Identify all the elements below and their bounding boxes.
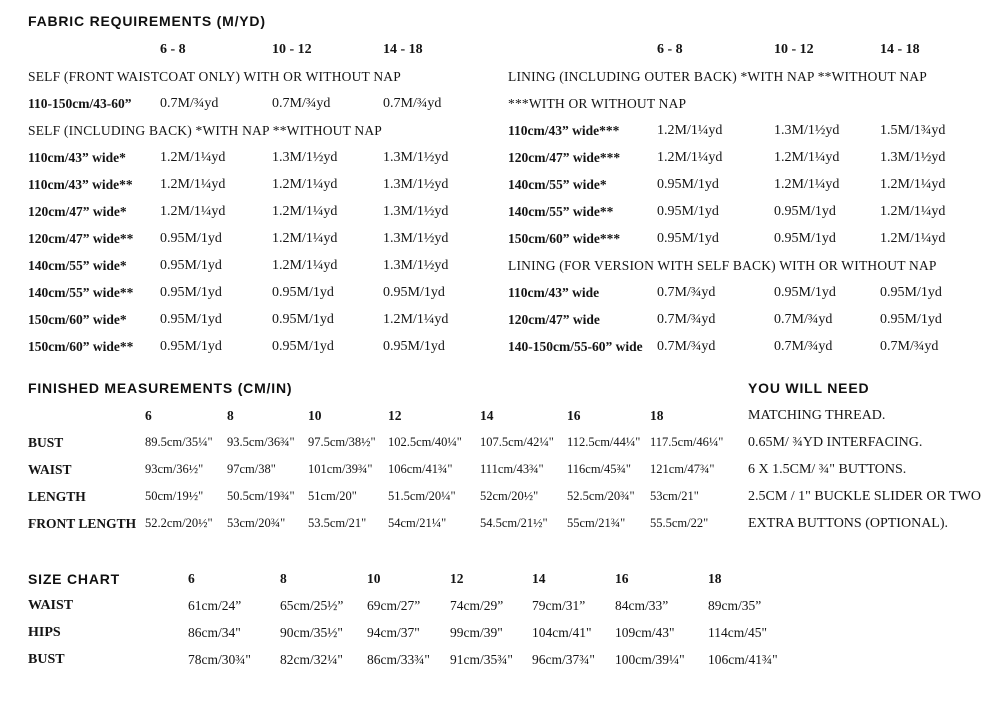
value-size-16: 52.5cm/20¾": [567, 489, 635, 503]
fabric-value-size-14-18: 1.2M/1¼yd: [880, 203, 946, 219]
size-chart-row: [28, 619, 808, 646]
measurement-row-label: BUST: [28, 434, 64, 450]
fabric-value-size-6-8: 0.7M/¾yd: [160, 95, 219, 111]
fabric-value-size-10-12: 0.95M/1yd: [272, 338, 334, 354]
fabric-value-size-14-18: 1.3M/1½yd: [383, 257, 449, 273]
value-size-12: 99cm/39": [450, 624, 503, 640]
value-size-18: 106cm/41¾": [708, 651, 778, 667]
fabric-value-size-14-18: 0.95M/1yd: [383, 338, 445, 354]
fabric-table-row: [508, 117, 1004, 144]
value-size-12: 12: [388, 407, 402, 423]
value-size-6: 89.5cm/35¼": [145, 435, 213, 449]
fabric-value-size-6-8: 1.2M/1¼yd: [657, 149, 723, 165]
fabric-row-label: 150cm/60” wide*: [28, 311, 127, 327]
value-size-14: 96cm/37¾": [532, 651, 595, 667]
fabric-value-size-10-12: 1.2M/1¼yd: [272, 230, 338, 246]
fabric-row-label: 110-150cm/43-60”: [28, 95, 132, 111]
value-size-10: 69cm/27”: [367, 597, 421, 613]
fabric-table-row: [28, 279, 500, 306]
fabric-value-size-14-18: 1.2M/1¼yd: [880, 176, 946, 192]
size-chart-row: [28, 565, 808, 592]
finished-measurements-table: [28, 402, 740, 537]
size-chart-title: SIZE CHART: [28, 570, 120, 587]
value-size-18: 121cm/47¾": [650, 462, 715, 476]
value-size-16: 112.5cm/44¼": [567, 435, 641, 449]
value-size-6: 6: [145, 407, 152, 423]
fabric-value-size-14-18: 14 - 18: [880, 41, 920, 57]
fabric-table-row: [508, 225, 1004, 252]
finished-table-row: [28, 456, 740, 483]
value-size-14: 107.5cm/42¼": [480, 435, 554, 449]
fabric-value-size-10-12: 0.95M/1yd: [774, 230, 836, 246]
fabric-table-row: [508, 144, 1004, 171]
fabric-value-size-10-12: 10 - 12: [272, 41, 312, 57]
fabric-value-size-10-12: 10 - 12: [774, 41, 814, 57]
fabric-row-label: 140cm/55” wide**: [508, 203, 614, 219]
value-size-16: 16: [615, 570, 629, 586]
fabric-table-row: [508, 171, 1004, 198]
fabric-row-label: 110cm/43” wide: [508, 284, 600, 300]
fabric-value-size-10-12: 1.2M/1¼yd: [272, 203, 338, 219]
fabric-row-label: ***WITH OR WITHOUT NAP: [508, 95, 687, 111]
you-will-need-item: EXTRA BUTTONS (OPTIONAL).: [748, 515, 949, 531]
fabric-value-size-6-8: 0.95M/1yd: [160, 230, 222, 246]
value-size-14: 52cm/20½": [480, 489, 539, 503]
fabric-row-label: 150cm/60” wide***: [508, 230, 621, 246]
value-size-14: 14: [480, 407, 494, 423]
fabric-table-row: [508, 306, 1004, 333]
you-will-need-item: MATCHING THREAD.: [748, 407, 886, 423]
value-size-6: 50cm/19½": [145, 489, 204, 503]
fabric-table-row: [28, 198, 500, 225]
fabric-row-label: SELF (FRONT WAISTCOAT ONLY) WITH OR WITHOUT NAP: [28, 68, 401, 84]
value-size-18: 53cm/21": [650, 489, 699, 503]
finished-table-row: [28, 429, 740, 456]
fabric-row-label: SELF (INCLUDING BACK) *WITH NAP **WITHOUT NAP: [28, 122, 382, 138]
value-size-10: 94cm/37": [367, 624, 420, 640]
you-will-need-item: 0.65M/ ¾YD INTERFACING.: [748, 434, 923, 450]
fabric-row-label: LINING (INCLUDING OUTER BACK) *WITH NAP **WITHOUT NAP: [508, 68, 927, 84]
fabric-right-table: [508, 36, 1004, 360]
fabric-value-size-14-18: 1.3M/1½yd: [383, 149, 449, 165]
value-size-12: 12: [450, 570, 464, 586]
value-size-18: 55.5cm/22": [650, 516, 709, 530]
fabric-table-row: [28, 171, 500, 198]
fabric-value-size-14-18: 1.3M/1½yd: [383, 176, 449, 192]
fabric-value-size-6-8: 0.7M/¾yd: [657, 338, 716, 354]
you-will-need-item: 6 X 1.5CM/ ¾" BUTTONS.: [748, 461, 907, 477]
value-size-12: 91cm/35¾": [450, 651, 513, 667]
fabric-value-size-10-12: 1.3M/1½yd: [272, 149, 338, 165]
fabric-value-size-14-18: 0.7M/¾yd: [383, 95, 442, 111]
fabric-row-label: 140cm/55” wide**: [28, 284, 134, 300]
fabric-value-size-14-18: 1.3M/1½yd: [383, 230, 449, 246]
fabric-value-size-6-8: 6 - 8: [657, 41, 683, 57]
finished-table-row: [28, 402, 740, 429]
fabric-value-size-14-18: 1.5M/1¾yd: [880, 122, 946, 138]
value-size-8: 8: [280, 570, 287, 586]
value-size-6: 52.2cm/20½": [145, 516, 213, 530]
finished-table-row: [28, 483, 740, 510]
fabric-table-row: [28, 333, 500, 360]
fabric-value-size-14-18: 1.3M/1½yd: [383, 203, 449, 219]
fabric-value-size-10-12: 1.2M/1¼yd: [272, 257, 338, 273]
fabric-value-size-6-8: 0.95M/1yd: [657, 176, 719, 192]
value-size-18: 18: [650, 407, 664, 423]
value-size-18: 117.5cm/46¼": [650, 435, 724, 449]
fabric-table-row: [28, 117, 500, 144]
value-size-12: 74cm/29”: [450, 597, 504, 613]
measurement-row-label: WAIST: [28, 461, 72, 477]
fabric-value-size-14-18: 1.2M/1¼yd: [383, 311, 449, 327]
fabric-value-size-10-12: 1.3M/1½yd: [774, 122, 840, 138]
fabric-value-size-10-12: 0.95M/1yd: [272, 311, 334, 327]
fabric-value-size-14-18: 0.95M/1yd: [880, 311, 942, 327]
fabric-value-size-6-8: 0.7M/¾yd: [657, 284, 716, 300]
fabric-table-row: [508, 36, 1004, 63]
value-size-6: 6: [188, 570, 195, 586]
fabric-row-label: 110cm/43” wide**: [28, 176, 133, 192]
fabric-value-size-6-8: 0.95M/1yd: [160, 257, 222, 273]
fabric-row-label: 140cm/55” wide*: [28, 257, 127, 273]
fabric-value-size-6-8: 0.95M/1yd: [657, 203, 719, 219]
fabric-value-size-10-12: 0.7M/¾yd: [774, 338, 833, 354]
fabric-value-size-6-8: 1.2M/1¼yd: [657, 122, 723, 138]
fabric-value-size-6-8: 0.95M/1yd: [657, 230, 719, 246]
fabric-value-size-6-8: 0.95M/1yd: [160, 284, 222, 300]
fabric-value-size-14-18: 0.95M/1yd: [383, 284, 445, 300]
you-will-need-list: [748, 402, 1004, 537]
value-size-16: 84cm/33”: [615, 597, 669, 613]
fabric-row-label: 110cm/43” wide*: [28, 149, 126, 165]
value-size-8: 53cm/20¾": [227, 516, 286, 530]
value-size-14: 54.5cm/21½": [480, 516, 548, 530]
value-size-8: 65cm/25½”: [280, 597, 344, 613]
fabric-table-row: [28, 144, 500, 171]
fabric-row-label: 120cm/47” wide***: [508, 149, 621, 165]
value-size-14: 14: [532, 570, 546, 586]
value-size-16: 55cm/21¾": [567, 516, 626, 530]
fabric-row-label: 140cm/55” wide*: [508, 176, 607, 192]
value-size-10: 51cm/20": [308, 489, 357, 503]
fabric-table-row: [508, 198, 1004, 225]
fabric-table-row: [28, 225, 500, 252]
value-size-8: 97cm/38": [227, 462, 276, 476]
fabric-value-size-6-8: 1.2M/1¼yd: [160, 176, 226, 192]
fabric-value-size-10-12: 1.2M/1¼yd: [272, 176, 338, 192]
fabric-table-row: [28, 252, 500, 279]
fabric-value-size-10-12: 1.2M/1¼yd: [774, 149, 840, 165]
value-size-10: 53.5cm/21": [308, 516, 367, 530]
finished-measurements-title: FINISHED MEASUREMENTS (CM/IN): [28, 380, 293, 396]
value-size-10: 86cm/33¾": [367, 651, 430, 667]
value-size-6: 93cm/36½": [145, 462, 204, 476]
finished-table-row: [28, 510, 740, 537]
value-size-6: 61cm/24”: [188, 597, 242, 613]
value-size-8: 8: [227, 407, 234, 423]
size-chart-row: [28, 592, 808, 619]
fabric-value-size-6-8: 6 - 8: [160, 41, 186, 57]
value-size-14: 111cm/43¾": [480, 462, 544, 476]
fabric-row-label: 110cm/43” wide***: [508, 122, 620, 138]
fabric-value-size-10-12: 0.7M/¾yd: [272, 95, 331, 111]
fabric-value-size-10-12: 0.7M/¾yd: [774, 311, 833, 327]
fabric-value-size-14-18: 0.95M/1yd: [880, 284, 942, 300]
fabric-value-size-14-18: 1.2M/1¼yd: [880, 230, 946, 246]
fabric-table-row: [508, 279, 1004, 306]
value-size-12: 102.5cm/40¼": [388, 435, 462, 449]
fabric-table-row: [28, 36, 500, 63]
value-size-10: 10: [367, 570, 381, 586]
value-size-14: 104cm/41": [532, 624, 592, 640]
fabric-value-size-6-8: 0.95M/1yd: [160, 311, 222, 327]
size-chart-row: [28, 646, 808, 673]
fabric-row-label: 120cm/47” wide*: [28, 203, 127, 219]
fabric-value-size-14-18: 1.3M/1½yd: [880, 149, 946, 165]
value-size-16: 116cm/45¾": [567, 462, 632, 476]
fabric-value-size-6-8: 1.2M/1¼yd: [160, 203, 226, 219]
value-size-10: 10: [308, 407, 322, 423]
size-chart-row-label: BUST: [28, 651, 65, 667]
value-size-6: 78cm/30¾": [188, 651, 251, 667]
value-size-10: 97.5cm/38½": [308, 435, 376, 449]
size-chart-table: [28, 565, 808, 673]
fabric-value-size-6-8: 0.95M/1yd: [160, 338, 222, 354]
value-size-18: 18: [708, 570, 722, 586]
fabric-table-row: [508, 90, 1004, 117]
fabric-row-label: LINING (FOR VERSION WITH SELF BACK) WITH OR WITHOUT NAP: [508, 257, 937, 273]
fabric-requirements-title: FABRIC REQUIREMENTS (M/YD): [28, 13, 266, 29]
value-size-8: 82cm/32¼": [280, 651, 343, 667]
fabric-table-row: [28, 306, 500, 333]
fabric-table-row: [28, 90, 500, 117]
fabric-table-row: [508, 252, 1004, 279]
value-size-6: 86cm/34": [188, 624, 241, 640]
fabric-table-row: [508, 63, 1004, 90]
measurement-row-label: FRONT LENGTH: [28, 515, 137, 531]
fabric-value-size-10-12: 0.95M/1yd: [774, 284, 836, 300]
value-size-8: 90cm/35½": [280, 624, 343, 640]
value-size-14: 79cm/31”: [532, 597, 586, 613]
fabric-value-size-6-8: 0.7M/¾yd: [657, 311, 716, 327]
size-chart-row-label: HIPS: [28, 624, 61, 640]
fabric-row-label: 120cm/47” wide: [508, 311, 600, 327]
fabric-row-label: 150cm/60” wide**: [28, 338, 134, 354]
fabric-value-size-6-8: 1.2M/1¼yd: [160, 149, 226, 165]
value-size-8: 93.5cm/36¾": [227, 435, 295, 449]
fabric-left-table: [28, 36, 500, 360]
fabric-value-size-10-12: 0.95M/1yd: [272, 284, 334, 300]
you-will-need-title: YOU WILL NEED: [748, 380, 870, 396]
fabric-row-label: 120cm/47” wide**: [28, 230, 134, 246]
fabric-row-label: 140-150cm/55-60” wide: [508, 338, 643, 354]
value-size-16: 100cm/39¼": [615, 651, 685, 667]
value-size-18: 114cm/45": [708, 624, 768, 640]
you-will-need-item: 2.5CM / 1" BUCKLE SLIDER OR TWO: [748, 488, 981, 504]
value-size-16: 109cm/43": [615, 624, 675, 640]
fabric-value-size-10-12: 1.2M/1¼yd: [774, 176, 840, 192]
value-size-8: 50.5cm/19¾": [227, 489, 295, 503]
value-size-16: 16: [567, 407, 581, 423]
fabric-table-row: [28, 63, 500, 90]
fabric-value-size-14-18: 0.7M/¾yd: [880, 338, 939, 354]
size-chart-row-label: WAIST: [28, 597, 74, 613]
value-size-12: 51.5cm/20¼": [388, 489, 456, 503]
value-size-12: 106cm/41¾": [388, 462, 453, 476]
value-size-10: 101cm/39¾": [308, 462, 373, 476]
value-size-12: 54cm/21¼": [388, 516, 447, 530]
fabric-value-size-10-12: 0.95M/1yd: [774, 203, 836, 219]
fabric-value-size-14-18: 14 - 18: [383, 41, 423, 57]
fabric-table-row: [508, 333, 1004, 360]
value-size-18: 89cm/35”: [708, 597, 762, 613]
measurement-row-label: LENGTH: [28, 488, 86, 504]
